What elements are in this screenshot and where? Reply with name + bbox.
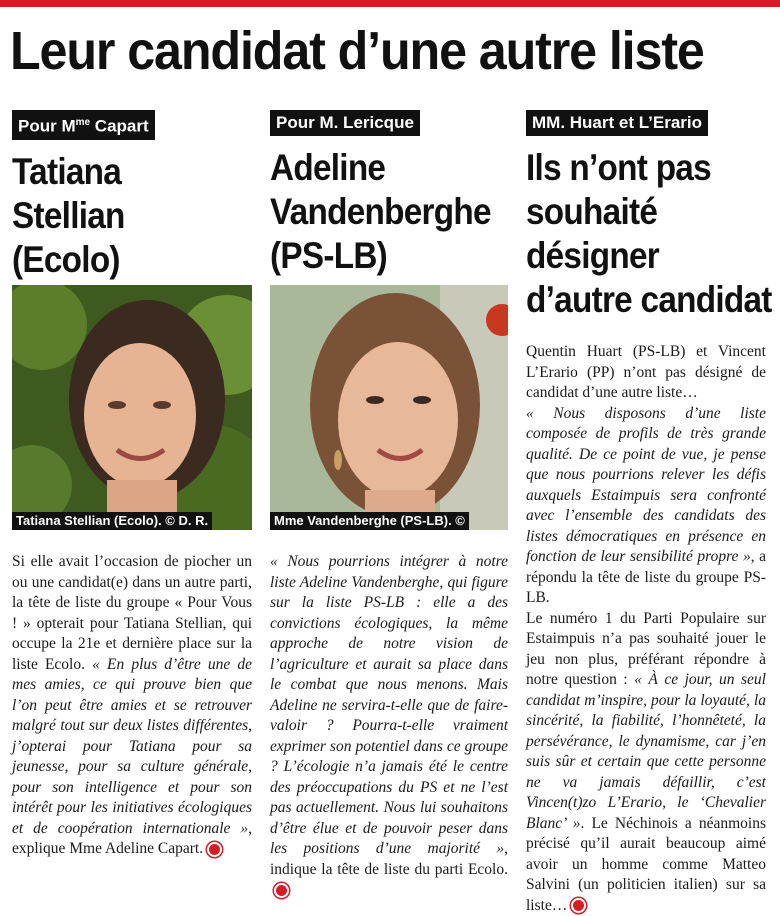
column-huart-erario bbox=[526, 110, 766, 890]
body-text: Si elle avait l’occasion de piocher un ou une candidat(e) dans un autre parti, la tête de liste du groupe « Pour Vous ! » opterait pour Tatiana Stellian, qui occupe la 21e et dernière place sur la liste Ecolo. « En plus d’être une de mes amies, ce qui prouve bien que l’on peut être amies et se retrouver malgré tout sur deux listes différentes, j’opterai pour Tatiana pour sa jeunesse, pour sa culture générale, pour son intelligence et pour son intérêt pour les initiatives écologiques et de coopération internationale », explique Mme Adeline Capart. bbox=[12, 552, 252, 860]
top-red-rule bbox=[0, 0, 780, 7]
candidate-name: Tatiana Stellian (Ecolo) bbox=[12, 150, 228, 282]
article-body bbox=[526, 342, 766, 916]
body-text: « Nous pourrions intégrer à notre liste Adeline Vandenberghe, qui figure sur la liste PS-LB : elle a des convictions écologiques, la même approche de notre vision de l’agriculture et aurait sa place dans le combat que nous menons. Mais Adeline ne servira-t-elle que de faire-valoir ? Pourra-t-elle vraiment exprimer son potentiel dans ce groupe ? L’écologie n’a jamais été le centre des préoccupations du PS et ne l’est pas actuellement. Nous lui souhaitons d’être élue et de pouvoir peser dans les positions d’une majorité », indique la tête de liste du parti Ecolo. bbox=[270, 552, 508, 901]
body-paragraph: « Nous disposons d’une liste composée de profils de très grande qualité. De ce point de vue, je pense que nous pourrions relever les défis auxquels Estaimpuis sera confronté avec l’ensemble des candidats des listes démocratiques en présence en fonction de leur sensibilité propre », a répondu la tête de liste du groupe PS-LB. bbox=[526, 404, 766, 609]
body-paragraph: Le numéro 1 du Parti Populaire sur Estaimpuis n’a pas souhaité jouer le jeu non plus, préférant répondre à notre question : « À ce jour, un seul candidat m’inspire, pour la loyauté, la sincérité, la fiabilité, l’honnêteté, la persévérance, le dynamisme, car j’en suis sûr et certain que cette personne ne va jamais défaillir, c’est Vincen(t)zo L’Erario, le ‘Chevalier Blanc’ ». Le Néchinois a néanmoins précisé qu’il aurait beaucoup aimé avoir un homme comme Matteo Salvini (un politicien italien) sur sa liste… bbox=[526, 609, 766, 916]
candidate-photo bbox=[270, 285, 508, 530]
page-headline: Leur candidat d’une autre liste bbox=[10, 20, 717, 82]
column-label: Pour M. Lericque bbox=[270, 110, 420, 136]
article-body bbox=[12, 552, 252, 860]
section-heading: Ils n’ont pas souhaité désigner d’autre candidat bbox=[526, 146, 742, 322]
column-label: Pour $M^{me}$ Capart bbox=[12, 110, 155, 140]
photo-caption: Mme Vandenberghe (PS-LB). © bbox=[270, 512, 469, 530]
end-mark-icon bbox=[207, 842, 222, 857]
article-body bbox=[270, 552, 508, 901]
column-label: MM. Huart et L’Erario bbox=[526, 110, 708, 136]
end-mark-icon bbox=[571, 898, 586, 913]
candidate-photo bbox=[12, 285, 252, 530]
column-lericque bbox=[270, 110, 508, 890]
candidate-name: Adeline Vandenberghe (PS-LB) bbox=[270, 146, 484, 278]
column-capart bbox=[12, 110, 252, 890]
body-paragraph: Quentin Huart (PS-LB) et Vincent L’Erario (PP) n’ont pas désigné de candidat d’une autre liste… bbox=[526, 342, 766, 404]
photo-caption: Tatiana Stellian (Ecolo). © D. R. bbox=[12, 512, 212, 530]
end-mark-icon bbox=[274, 883, 289, 898]
